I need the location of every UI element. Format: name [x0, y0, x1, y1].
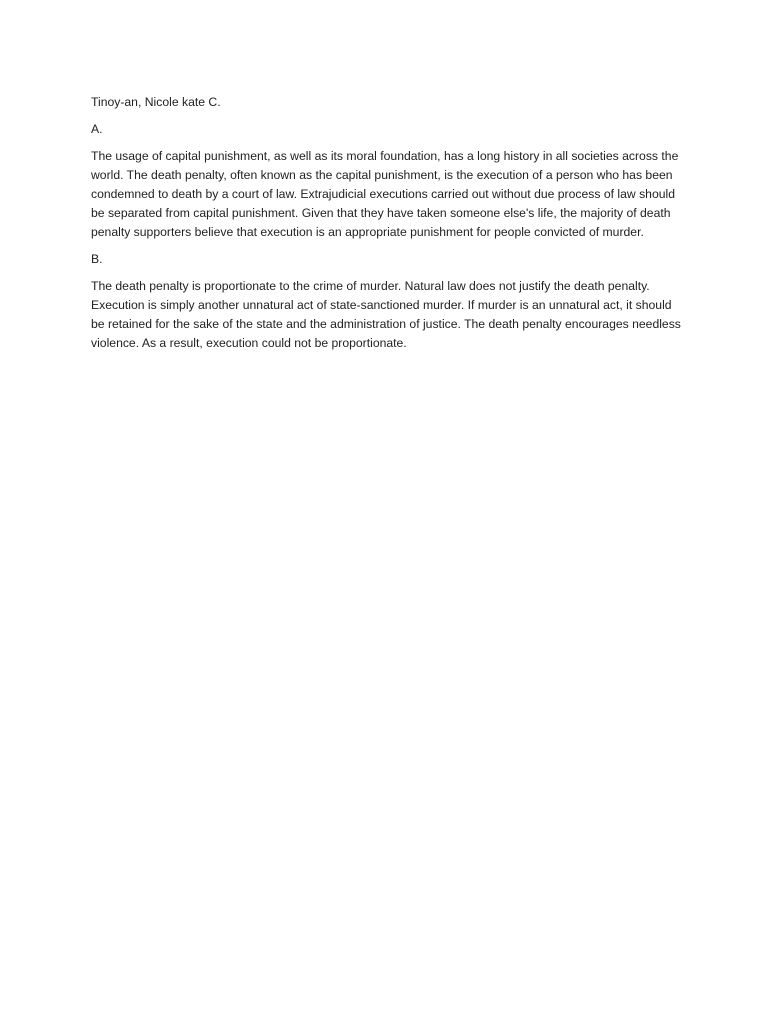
- section-label-a: A.: [91, 122, 103, 136]
- section-label-b: B.: [91, 252, 103, 266]
- section-paragraph-a: The usage of capital punishment, as well as its moral foundation, has a long history in all societies across the world. The death penalty, often known as the capital punishment, is the execution of a person who has been condemned to death by a court of law. Extrajudicial executions carried out without due process of law should be separated from capital punishment. Given that they have taken someone else's life, the majority of death penalty supporters believe that execution is an appropriate punishment for people convicted of murder.: [91, 149, 679, 239]
- document-body: [91, 93, 686, 361]
- section-paragraph-b: The death penalty is proportionate to the crime of murder. Natural law does not justify the death penalty. Execution is simply another unnatural act of state-sanctioned murder. If murder is an unnatural act, it should be retained for the sake of the state and the administration of justice. The death penalty encourages needless violence. As a result, execution could not be proportionate.: [91, 279, 681, 350]
- author-name: Tinoy-an, Nicole kate C.: [91, 95, 221, 109]
